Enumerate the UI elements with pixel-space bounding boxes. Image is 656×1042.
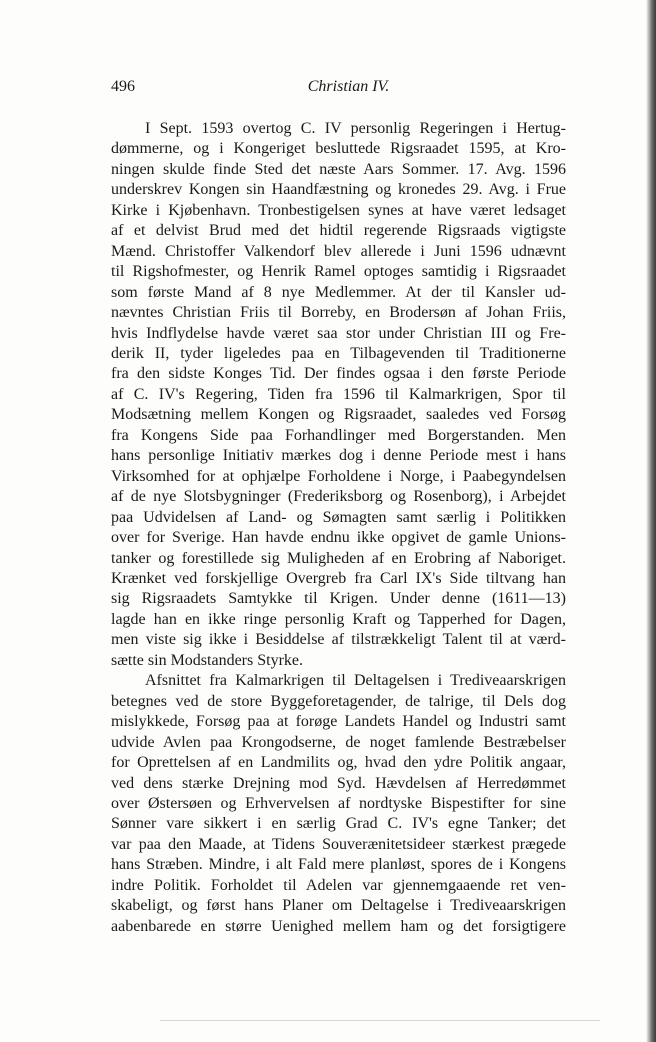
text-line: men viste sig ikke i Besiddelse af tilstrækkeligt Talent til at værd- [111,631,566,649]
text-line: aabenbarede en større Uenighed mellem ham og det forsigtigere [111,917,566,935]
text-line: Mænd. Christoffer Valkendorf blev allerede i Juni 1596 udnævnt [111,242,566,260]
text-line: fra den sidste Konges Tid. Der findes ogsaa i den første Periode [111,365,566,383]
text-line: tanker og forestillede sig Muligheden af en Erobring af Naboriget. [111,549,566,567]
paragraph [111,119,566,671]
text-line: derik II, tyder ligeledes paa en Tilbagevenden til Traditionerne [111,344,566,362]
text-line: mislykkede, Forsøg paa at forøge Landets Handel og Industri samt [111,713,566,731]
text-line: dømmerne, og i Kongeriget besluttede Rigsraadet 1595, at Kro- [111,140,566,158]
text-line: sætte sin Modstanders Styrke. [111,651,303,669]
text-line: af et delvist Brud med det hidtil regerende Rigsraads vigtigste [111,222,566,240]
text-line: Afsnittet fra Kalmarkrigen til Deltagelsen i Trediveaarskrigen [145,672,566,690]
text-line: sig Rigsraadets Samtykke til Krigen. Under denne (1611—13) [111,590,566,608]
text-line: ningen skulde finde Sted det næste Aars Sommer. 17. Avg. 1596 [111,160,566,178]
page-header [111,78,566,100]
text-line: hvis Indflydelse havde været saa stor under Christian III og Fre- [111,324,566,342]
text-line: Sønner vare sikkert i en særlig Grad C. IV's egne Tanker; det [111,815,566,833]
text-line: Modsætning mellem Kongen og Rigsraadet, saaledes ved Forsøg [111,406,566,424]
text-line: hans personlige Initiativ mærkes dog i denne Periode mest i hans [111,447,566,465]
text-line: underskrev Kongen sin Haandfæstning og kronedes 29. Avg. i Frue [111,181,566,199]
text-line: Krænket ved forskjellige Overgreb fra Carl IX's Side tiltvang han [111,569,566,587]
page-body [111,119,566,937]
text-line: paa Udvidelsen af Land- og Sømagten samt særlig i Politikken [111,508,566,526]
text-line: var paa den Maade, at Tidens Souverænitetsideer stærkest prægede [111,835,566,853]
text-line: over Østersøen og Erhvervelsen af nordtyske Bispestifter for sine [111,794,566,812]
text-line: over for Sverige. Han havde endnu ikke opgivet de gamle Unions- [111,529,566,547]
text-line: for Oprettelsen af en Landmilits og, hvad den ydre Politik angaar, [111,754,566,772]
running-title: Christian IV. [307,78,390,95]
text-line: af de nye Slotsbygninger (Frederiksborg og Rosenborg), i Arbejdet [111,488,566,506]
paragraph [111,671,566,937]
scan-edge [646,0,656,1042]
page-number: 496 [111,78,135,95]
text-line: hans Stræben. Mindre, i alt Fald mere planløst, spores de i Kongens [111,856,566,874]
text-line: skabeligt, og først hans Planer om Deltagelse i Trediveaarskrigen [111,897,566,915]
text-line: som første Mand af 8 nye Medlemmer. At der til Kansler ud- [111,283,566,301]
text-line: betegnes ved de store Byggeforetagender, de talrige, til Dels dog [111,692,566,710]
text-line: udvide Avlen paa Krongodserne, de noget famlende Bestræbelser [111,733,566,751]
text-line: fra Kongens Side paa Forhandlinger med Borgerstanden. Men [111,426,566,444]
faint-scan-line [160,1020,600,1021]
text-line: Kirke i Kjøbenhavn. Tronbestigelsen synes at have været ledsaget [111,201,566,219]
text-line: ved dens stærke Drejning mod Syd. Hævdelsen af Herredømmet [111,774,566,792]
text-line: indre Politik. Forholdet til Adelen var gjennemgaaende ret ven- [111,876,566,894]
text-line: nævntes Christian Friis til Borreby, en Brodersøn af Johan Friis, [111,304,566,322]
text-line: til Rigshofmester, og Henrik Ramel optoges samtidig i Rigsraadet [111,263,566,281]
text-line: lagde han en ikke ringe personlig Kraft og Tapperhed for Dagen, [111,610,566,628]
text-line: I Sept. 1593 overtog C. IV personlig Regeringen i Hertug- [145,120,566,137]
text-line: af C. IV's Regering, Tiden fra 1596 til Kalmarkrigen, Spor til [111,385,566,403]
text-line: Virksomhed for at ophjælpe Forholdene i Norge, i Paabegyndelsen [111,467,566,485]
